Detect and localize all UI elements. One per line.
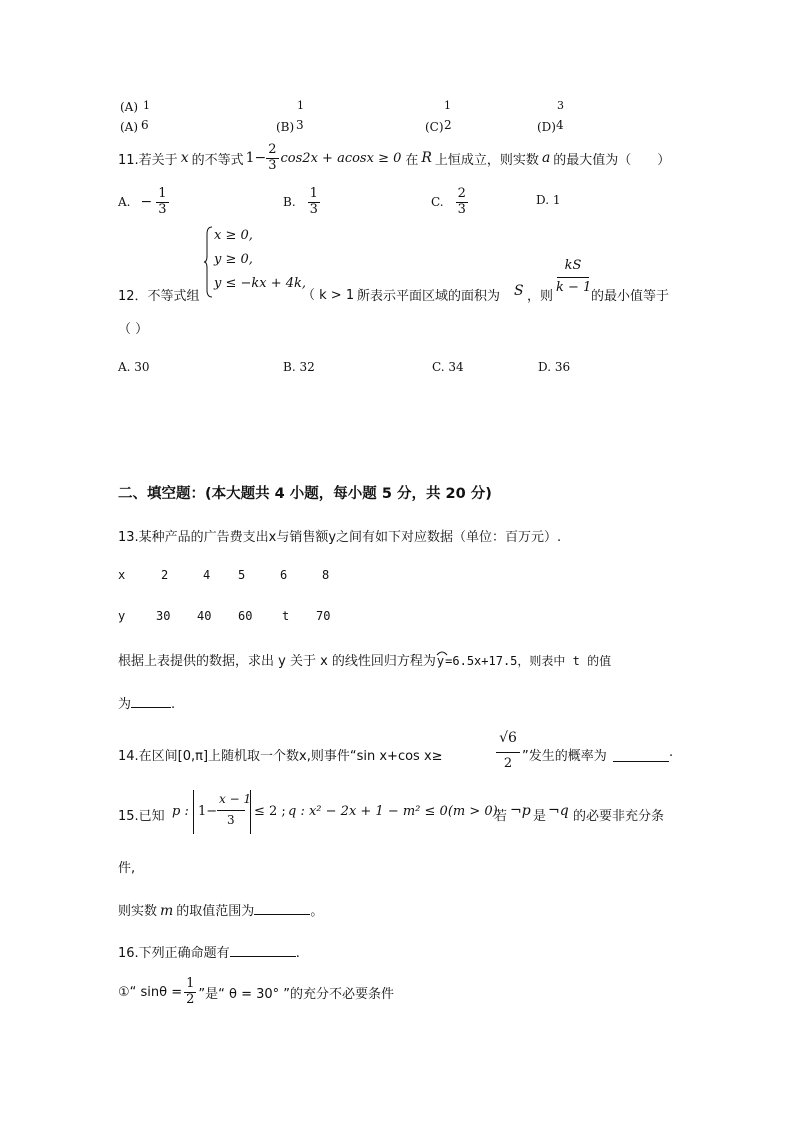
q12-option-c: C. 34 — [432, 360, 464, 374]
q11-expression: cos2x + acosx ≥ 0 — [280, 150, 402, 166]
q13-y-1: 30 — [156, 609, 171, 623]
q13-line-2: 为 . — [118, 697, 176, 712]
q15-abs-den: 3 — [227, 813, 235, 827]
q11-var-R: R — [421, 150, 432, 166]
q12-frac-bar — [557, 277, 589, 278]
q15-not-q: ¬q — [548, 803, 569, 819]
q13-x-label: x — [118, 568, 126, 582]
q14-frac-den: 2 — [503, 756, 513, 771]
q11-option-c: C. $\frac{2}{3}$ — [431, 186, 466, 217]
q13-y-2: 40 — [197, 609, 212, 623]
q15-abs-num: x − 1 — [219, 792, 252, 806]
q16-item-1: ①“ sinθ = $\frac{1}{2}$ ”是“ θ = 30° ”的充分不必要条件 — [118, 976, 395, 1007]
q13-x-2: 4 — [203, 568, 211, 582]
q10-option-c-num: 1 — [444, 99, 451, 112]
q15-abs-frac-bar — [217, 810, 245, 811]
q11-option-a: A. − $\frac{1}{3}$ — [118, 186, 167, 217]
q12-option-a: A. 30 — [118, 360, 150, 374]
q10-option-a-den: 6 — [141, 118, 149, 132]
q13-x-4: 6 — [280, 568, 288, 582]
q10-option-a: (A) — [120, 99, 139, 114]
q11-on: 在 — [405, 152, 419, 168]
q15-is: 是 — [533, 809, 547, 824]
q13-line-1-a: 根据上表提供的数据，求出 y 关于 x 的线性回归方程为 — [118, 654, 436, 669]
q10-option-a-label: (A) — [120, 120, 139, 134]
q15-tail: 的必要非充分条 — [573, 809, 665, 824]
q11-option-b: B. $\frac{1}{3}$ — [283, 186, 318, 217]
q12-paren: （ ） — [118, 322, 149, 337]
question-11 — [118, 140, 670, 176]
q11-option-d: D. 1 — [536, 193, 561, 207]
q10-option-b-label: (B) — [276, 120, 295, 134]
q13-text: 13.某种产品的广告费支出x与销售额y之间有如下对应数据（单位：百万元）. — [118, 530, 562, 545]
q14-end: . — [669, 745, 674, 760]
q10-option-d-den: 4 — [556, 118, 564, 132]
q10-option-d-label: (D) — [537, 120, 556, 134]
q14-frac-bar — [496, 752, 520, 753]
q13-line-1-b: =6.5x+17.5，则表中 t 的值 — [445, 654, 612, 668]
q13-y-hat: y — [437, 654, 444, 669]
q14-frac-num: √6 — [499, 730, 517, 746]
q10-option-b-den: 3 — [296, 118, 304, 132]
q10-option-d-num: 3 — [557, 99, 564, 112]
q12-system-line-3: y ≤ −kx + 4k, — [214, 276, 307, 291]
q15-q: q : x² − 2x + 1 − m² ≤ 0(m > 0) — [288, 804, 498, 819]
section-2-title: 二、填空题：(本大题共 4 小题，每小题 5 分，共 20 分) — [118, 486, 492, 502]
q13-line-1 — [118, 650, 611, 669]
q16-line: 16.下列正确命题有 . — [118, 946, 300, 961]
q15-line-3: 则实数 m 的取值范围为 。 — [118, 903, 324, 919]
q13-x-1: 2 — [161, 568, 169, 582]
q15-answer-blank[interactable] — [254, 902, 310, 915]
q15-cont: 件, — [118, 861, 136, 876]
q11-fraction: $\frac{2}{3}$ — [268, 142, 277, 173]
q11-var-a: a — [541, 150, 551, 166]
q15-not-p: ¬p — [510, 803, 531, 819]
q15-var-m: m — [160, 903, 174, 919]
q15-le2: ≤ 2 ; — [254, 804, 286, 819]
q14-suffix: ”发生的概率为 — [522, 749, 607, 764]
q11-mid: 的不等式 — [191, 152, 244, 168]
q12-brace — [204, 226, 207, 296]
q15-abs-one: 1− — [198, 804, 218, 819]
q15-prefix: 15.已知 — [118, 809, 165, 824]
q11-tail: 上恒成立，则实数 — [434, 152, 539, 168]
q10-option-b-num: 1 — [297, 99, 304, 112]
q13-answer-blank[interactable] — [131, 695, 171, 708]
q12-option-d: D. 36 — [538, 360, 571, 374]
q12-mid: 所表示平面区域的面积为 — [357, 289, 501, 304]
q12-system-line-1: x ≥ 0, — [214, 228, 253, 243]
q12-frac-num: kS — [564, 258, 582, 273]
q13-y-label: y — [118, 609, 126, 623]
q11-var-x: x — [180, 150, 189, 166]
q13-x-3: 5 — [238, 568, 246, 582]
q12-prefix: 12．不等式组 — [118, 289, 200, 304]
q10-option-a-num: 1 — [143, 99, 150, 112]
q15-if: 若 — [494, 809, 508, 824]
q13-x-5: 8 — [322, 568, 330, 582]
q11-one-minus: 1− — [245, 150, 267, 166]
q12-option-b: B. 32 — [283, 360, 315, 374]
q10-option-c-den: 2 — [444, 118, 452, 132]
q14-prefix: 14.在区间[0,π]上随机取一个数x,则事件“sin x+cos x≥ — [118, 749, 443, 764]
q12-then: ，则 — [527, 289, 554, 304]
q13-y-4: t — [282, 609, 290, 623]
q14-answer-blank[interactable] — [613, 749, 669, 762]
q12-system-line-2: y ≥ 0, — [214, 252, 253, 267]
q12-tail: 的最小值等于 — [591, 289, 670, 304]
q12-var-S: S — [514, 283, 524, 299]
q15-p: p : — [172, 804, 189, 819]
q16-answer-blank[interactable] — [230, 944, 296, 957]
q11-prefix: 11.若关于 — [118, 152, 178, 168]
q13-y-3: 60 — [238, 609, 253, 623]
q12-frac-den: k − 1 — [556, 280, 592, 295]
q12-condition: （ k > 1 ） — [302, 288, 372, 303]
q10-option-c-label: (C) — [425, 120, 444, 134]
q13-y-5: 70 — [316, 609, 331, 623]
q11-end: 的最大值为（ ） — [553, 152, 671, 168]
